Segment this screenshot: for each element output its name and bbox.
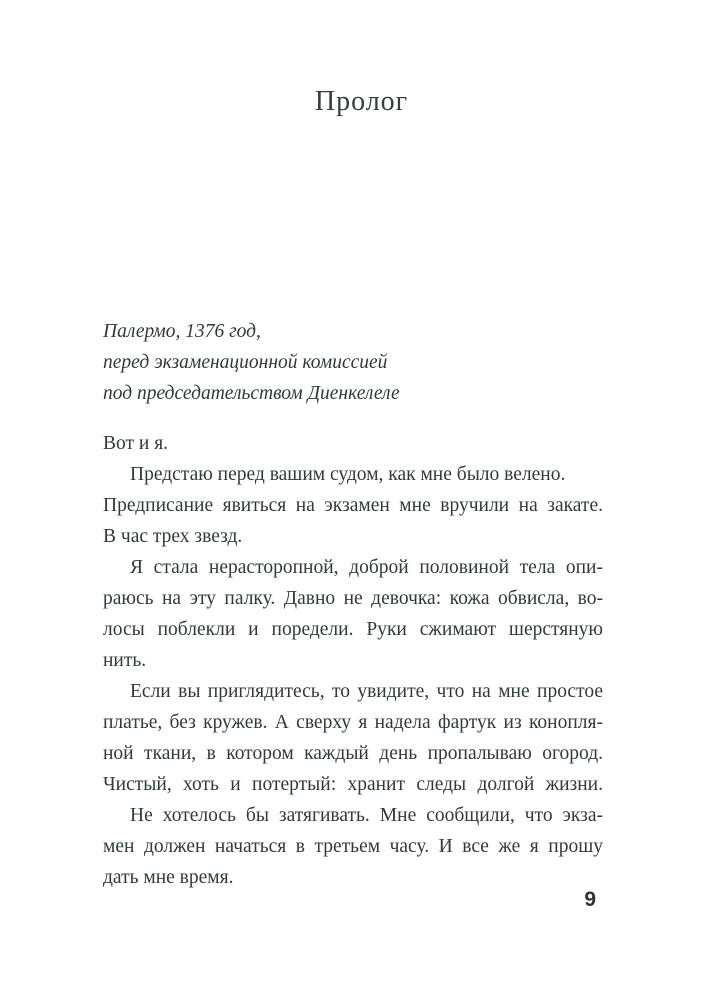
text-line: платье, без кружев. А сверху я надела фартук из конопля- xyxy=(103,712,603,733)
body-text xyxy=(103,428,603,893)
page-number: 9 xyxy=(584,888,596,911)
epigraph-line: перед экзаменационной комиссией xyxy=(103,352,388,373)
text-line: Если вы приглядитесь, то увидите, что на мне простое xyxy=(130,681,603,702)
text-line: нить. xyxy=(103,650,147,671)
text-line: Предстаю перед вашим судом, как мне было велено. xyxy=(130,464,566,485)
text-line: В час трех звезд. xyxy=(103,526,243,547)
text-line: Не хотелось бы затягивать. Мне сообщили, что экза- xyxy=(130,805,603,826)
text-line: дать мне время. xyxy=(103,867,234,888)
text-line: лосы поблекли и поредели. Руки сжимают шерстяную xyxy=(103,619,603,640)
text-line: раюсь на эту палку. Давно не девочка: кожа обвисла, во- xyxy=(103,588,603,609)
epigraph-line: Палермо, 1376 год, xyxy=(103,321,261,342)
epigraph-line: под председательством Диенкелеле xyxy=(103,383,400,404)
chapter-title: Пролог xyxy=(314,86,409,117)
text-line: ной ткани, в котором каждый день пропалываю огород. xyxy=(103,743,603,764)
text-line: Предписание явиться на экзамен мне вручили на закате. xyxy=(103,495,603,516)
text-line: Вот и я. xyxy=(103,433,169,454)
text-line: мен должен начаться в третьем часу. И все же я прошу xyxy=(103,836,603,857)
text-line: Я стала нерасторопной, доброй половиной тела опи- xyxy=(130,557,603,578)
epigraph xyxy=(103,316,623,409)
text-line: Чистый, хоть и потертый: хранит следы долгой жизни. xyxy=(103,774,603,795)
